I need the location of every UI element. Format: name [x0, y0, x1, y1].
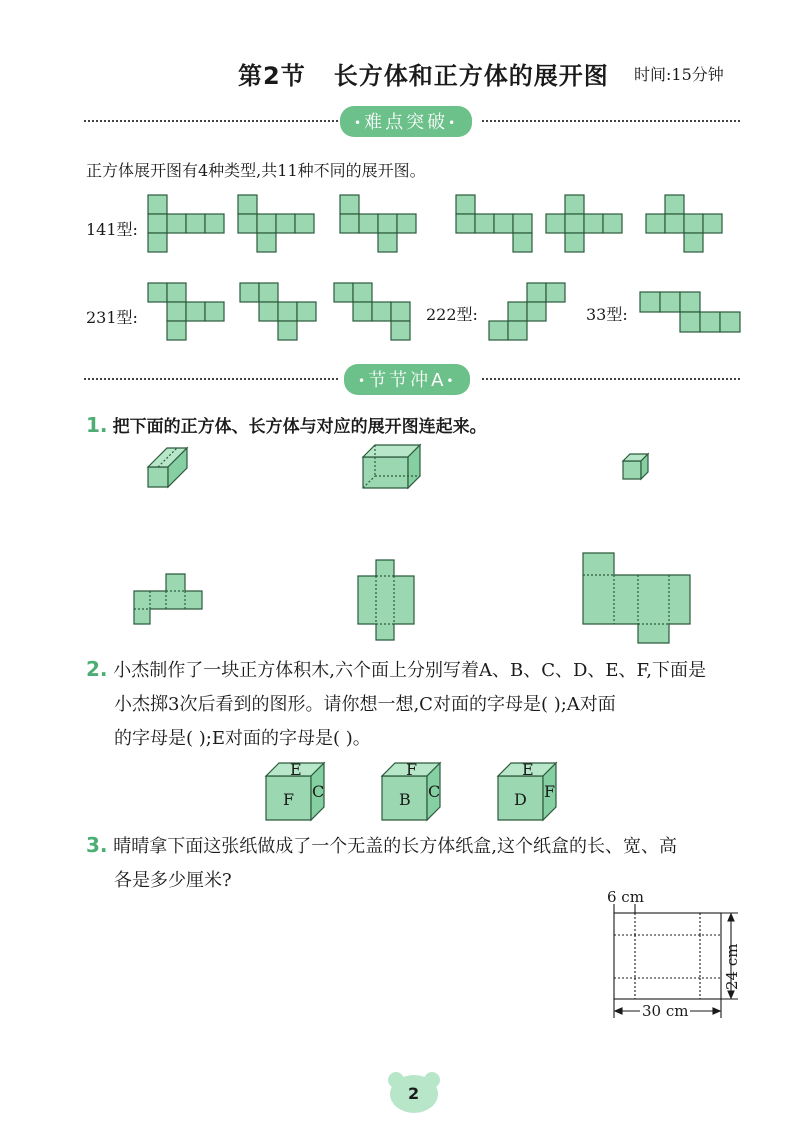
net-222-square — [527, 283, 546, 302]
q1-net-wide — [583, 553, 690, 643]
net-33-square — [660, 292, 680, 312]
net-141-e-square — [546, 214, 565, 233]
net-222-square — [546, 283, 565, 302]
q1-net-cross — [358, 560, 414, 640]
net-141-c-square — [359, 214, 378, 233]
net-231-a-square — [205, 302, 224, 321]
q2-line2: 小杰掷3次后看到的图形。请你想一想,C对面的字母是( );A对面 — [114, 694, 616, 715]
net-141-b-square — [257, 214, 276, 233]
net-231-b — [240, 283, 316, 340]
net-141-d-square — [456, 214, 475, 233]
net-141-b-square — [238, 214, 257, 233]
label-33: 33型: — [586, 305, 628, 324]
q3-box-net-diagram — [614, 904, 738, 1018]
divider2-right — [482, 378, 740, 380]
q1-number: 1. — [86, 413, 108, 437]
net-141-c-square — [378, 214, 397, 233]
label-231: 231型: — [86, 308, 138, 327]
net-231-b-square — [259, 283, 278, 302]
net-141-a-square — [148, 195, 167, 214]
q2-cube-2 — [382, 760, 440, 820]
q1-text: 把下面的正方体、长方体与对应的展开图连起来。 — [112, 417, 487, 437]
net-141-f-square — [684, 233, 703, 252]
q3-dim-top: 6 cm — [607, 888, 644, 906]
net-141-f-square — [665, 195, 684, 214]
q2-cube-1-top-letter: E — [290, 760, 302, 779]
net-141-a-square — [167, 214, 186, 233]
q3-line2: 各是多少厘米? — [114, 870, 232, 891]
q3-line1: 晴晴拿下面这张纸做成了一个无盖的长方体纸盒,这个纸盒的长、宽、高 — [113, 836, 677, 857]
net-231-a — [148, 283, 224, 340]
net-141-e-square — [565, 195, 584, 214]
net-141-e-square — [565, 214, 584, 233]
q2-cube-3-top-letter: E — [522, 760, 534, 779]
net-141-b-square — [257, 233, 276, 252]
net-33-square — [700, 312, 720, 332]
q3-number: 3. — [86, 833, 108, 857]
net-141-c-square — [340, 214, 359, 233]
net-33-square — [640, 292, 660, 312]
q2-cube-2-side-letter: C — [428, 782, 441, 801]
net-222-square — [527, 302, 546, 321]
solid-small-cube — [623, 454, 648, 479]
net-141-c-square — [378, 233, 397, 252]
net-141-f-square — [684, 214, 703, 233]
q3-dim-bottom: 30 cm — [642, 1002, 689, 1020]
net-141-e-square — [584, 214, 603, 233]
net-231-c-square — [353, 283, 372, 302]
net-231-a-square — [167, 302, 186, 321]
net-231-b-square — [278, 321, 297, 340]
label-222: 222型: — [426, 305, 478, 324]
q2-cube-3-front-letter: D — [514, 790, 527, 809]
q2-cube-2-top-letter: F — [406, 760, 418, 779]
page-number: 2 — [408, 1084, 420, 1103]
practice-badge-label: 节节冲A — [368, 370, 447, 391]
time-label: 时间:15分钟 — [634, 65, 724, 84]
net-33-square — [720, 312, 740, 332]
label-141: 141型: — [86, 220, 138, 239]
net-231-c-square — [353, 302, 372, 321]
practice-badge: •节节冲A• — [344, 364, 470, 395]
net-141-d — [456, 195, 532, 252]
net-141-b-square — [295, 214, 314, 233]
net-141-d-square — [494, 214, 513, 233]
net-141-d-square — [513, 233, 532, 252]
question-3 — [86, 828, 766, 898]
q2-cube-1 — [266, 760, 324, 820]
net-33-square — [680, 292, 700, 312]
q3-dim-right: 24 cm — [723, 943, 741, 990]
q2-cube-3 — [498, 760, 556, 820]
net-231-a-square — [148, 283, 167, 302]
net-231-b-square — [297, 302, 316, 321]
divider2-left — [84, 378, 338, 380]
net-141-e-square — [603, 214, 622, 233]
net-141-d-square — [456, 195, 475, 214]
solid-long-cuboid — [148, 448, 187, 487]
net-141-f-square — [665, 214, 684, 233]
net-222-square — [508, 321, 527, 340]
net-141-c — [340, 195, 416, 252]
net-231-a-square — [167, 321, 186, 340]
net-141-e-square — [565, 233, 584, 252]
net-231-c — [334, 283, 410, 340]
net-231-b-square — [259, 302, 278, 321]
net-141-d-square — [475, 214, 494, 233]
net-231-a-square — [167, 283, 186, 302]
q2-cube-1-front-letter: F — [283, 790, 295, 809]
net-141-a-square — [205, 214, 224, 233]
section-title: 长方体和正方体的展开图 — [333, 62, 609, 90]
q2-cube-3-side-letter: F — [544, 782, 556, 801]
section-number: 第2节 — [238, 62, 306, 90]
net-231-c-square — [372, 302, 391, 321]
net-231-c-square — [391, 321, 410, 340]
net-141-d-square — [513, 214, 532, 233]
net-141-e — [546, 195, 622, 252]
q2-cube-2-front-letter: B — [399, 790, 411, 809]
net-141-a-square — [148, 214, 167, 233]
net-141-b — [238, 195, 314, 252]
net-231-b-square — [278, 302, 297, 321]
net-141-f-square — [703, 214, 722, 233]
net-141-b-square — [238, 195, 257, 214]
net-141-f — [646, 195, 722, 252]
net-141-c-square — [397, 214, 416, 233]
net-231-b-square — [240, 283, 259, 302]
solid-big-cuboid — [363, 445, 420, 488]
net-231-c-square — [334, 283, 353, 302]
net-222-square — [508, 302, 527, 321]
net-141-a-square — [186, 214, 205, 233]
net-141-a — [148, 195, 224, 252]
net-141-f-square — [646, 214, 665, 233]
question-1 — [86, 412, 487, 437]
net-231-c-square — [391, 302, 410, 321]
net-222-square — [489, 321, 508, 340]
difficulty-badge-label: 难点突破 — [364, 112, 449, 133]
net-141-c-square — [340, 195, 359, 214]
q2-cube-1-side-letter: C — [312, 782, 325, 801]
net-231-a-square — [186, 302, 205, 321]
difficulty-badge: •难点突破• — [340, 106, 472, 137]
net-141-b-square — [276, 214, 295, 233]
q2-line3: 的字母是( );E对面的字母是( )。 — [114, 728, 371, 749]
q2-number: 2. — [86, 657, 108, 681]
net-33-square — [680, 312, 700, 332]
question-2 — [86, 652, 766, 756]
q1-net-long — [134, 574, 202, 624]
intro-text: 正方体展开图有4种类型,共11种不同的展开图。 — [86, 161, 426, 180]
net-222 — [489, 283, 565, 340]
q2-line1: 小杰制作了一块正方体积木,六个面上分别写着A、B、C、D、E、F,下面是 — [113, 660, 706, 681]
net-33 — [640, 292, 740, 332]
net-141-a-square — [148, 233, 167, 252]
